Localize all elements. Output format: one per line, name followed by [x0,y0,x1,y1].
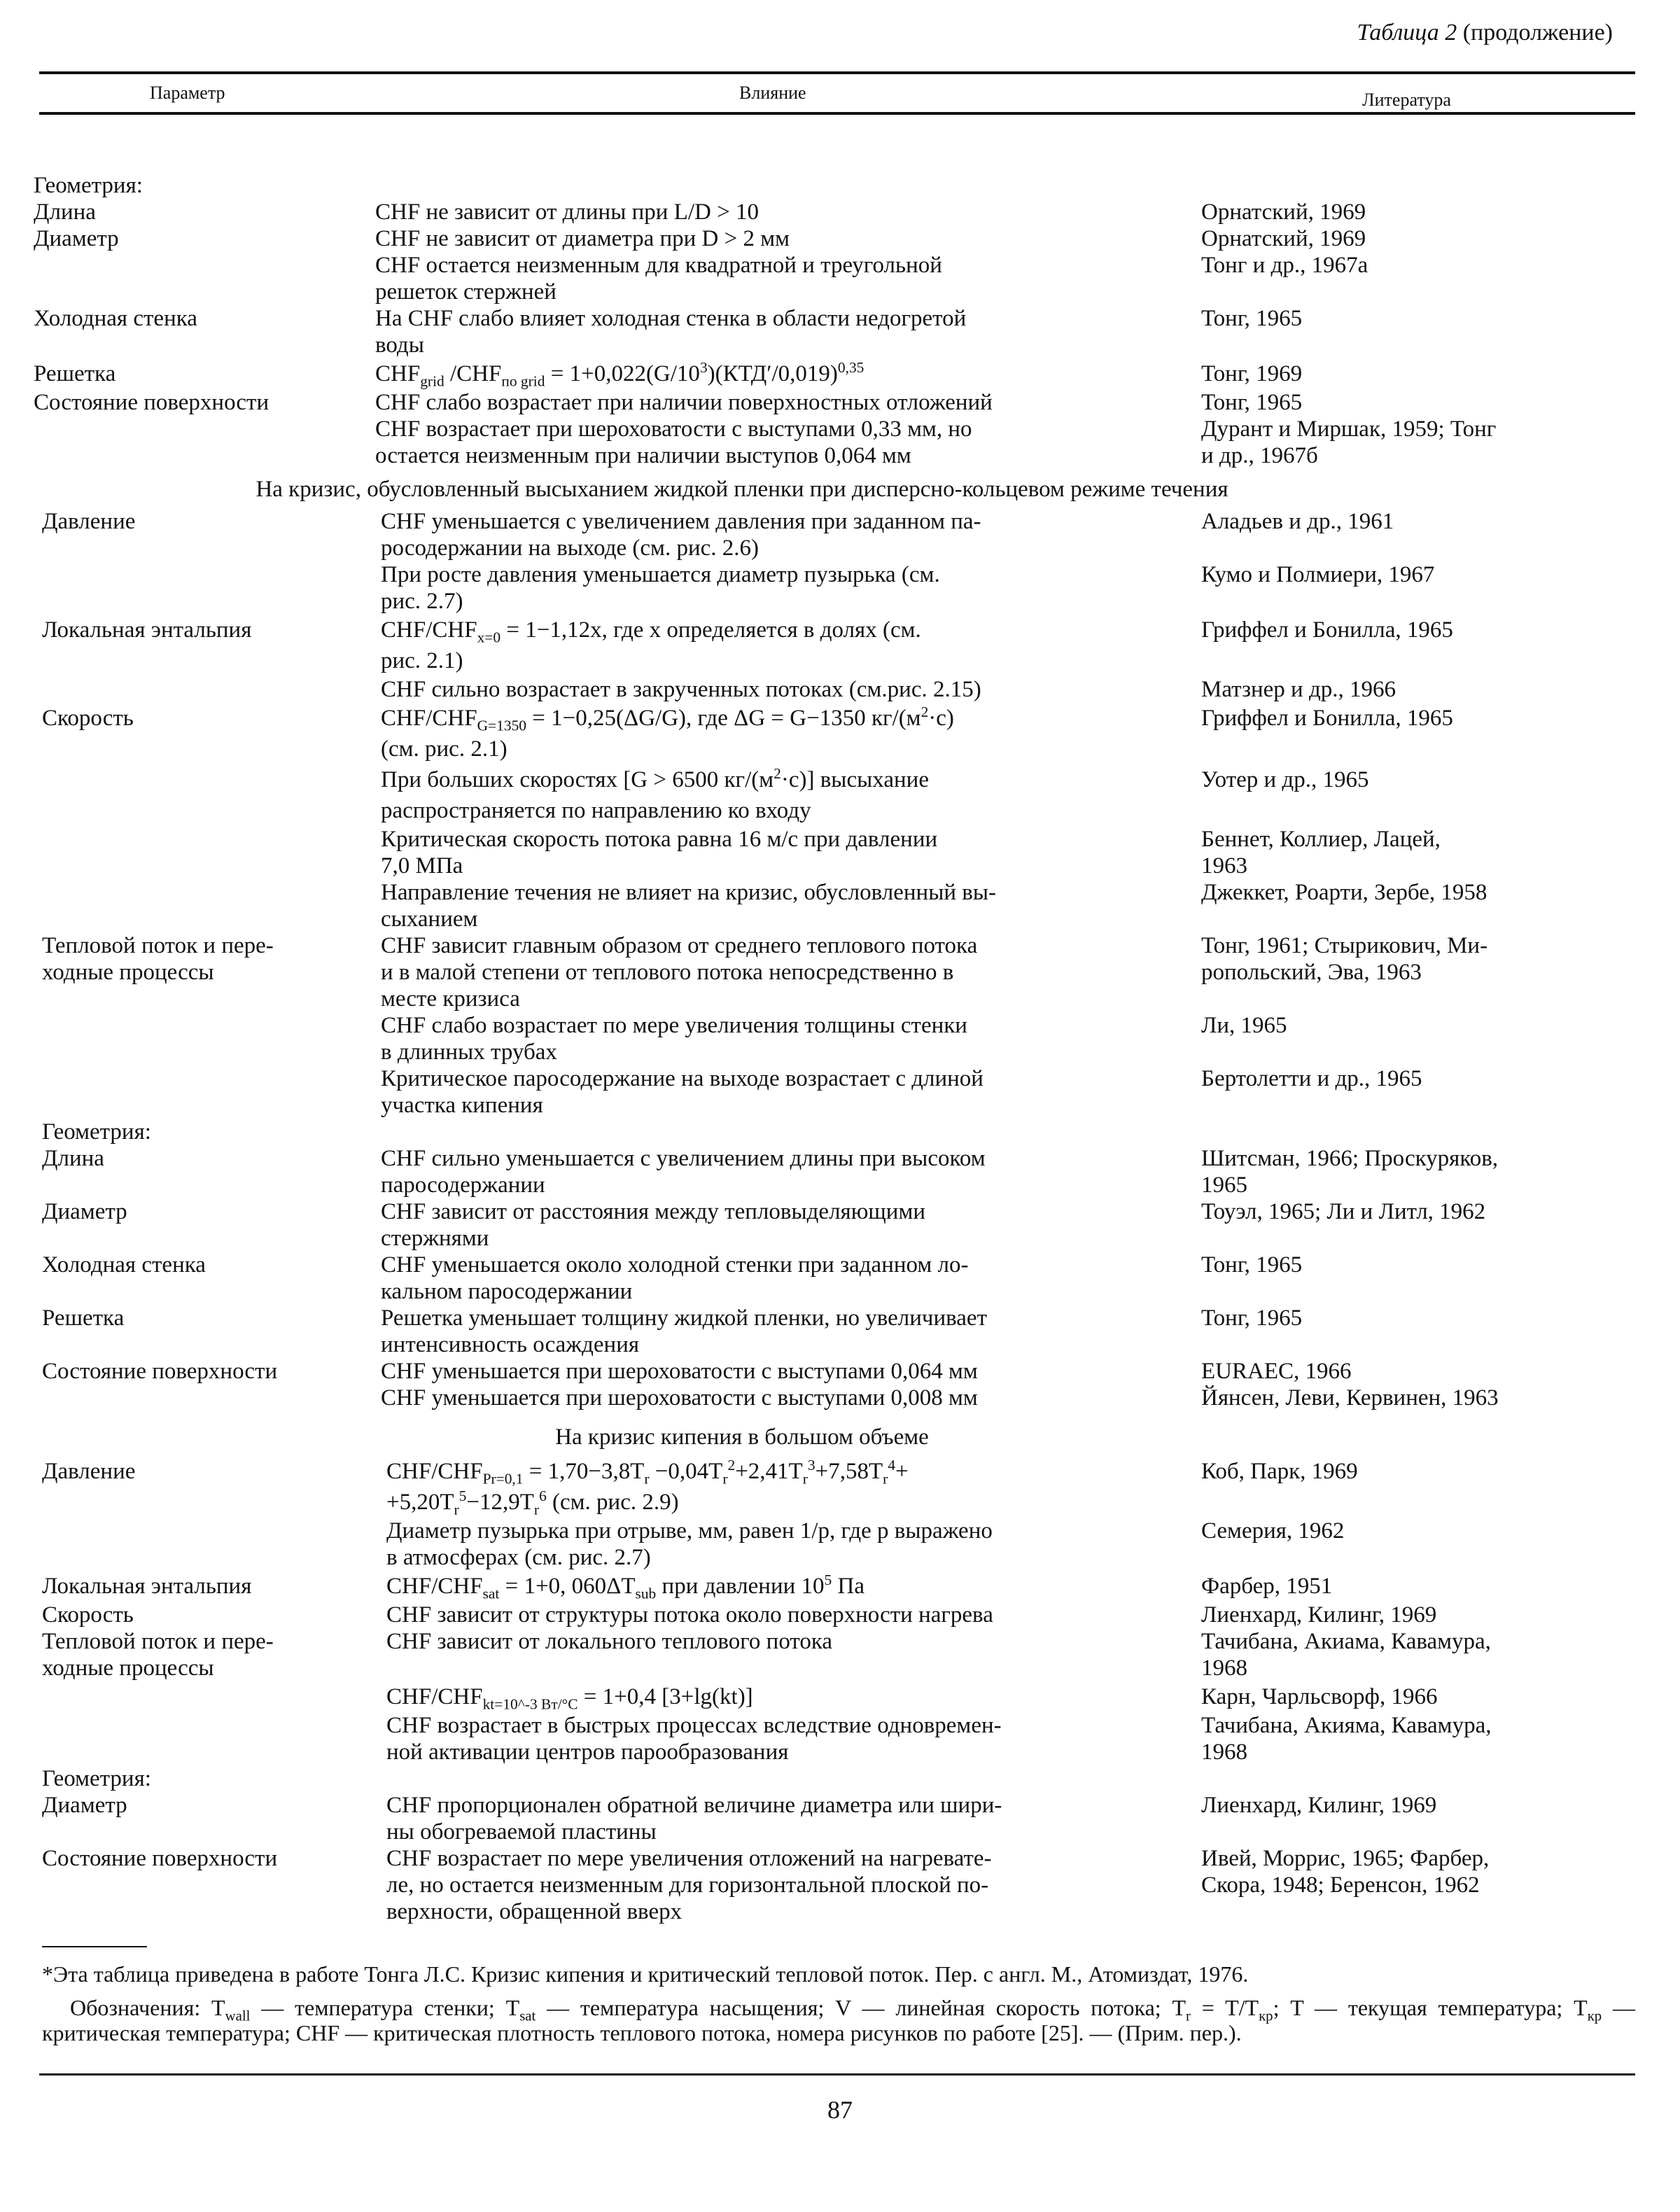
table-row [0,1602,1680,1628]
row-effect: CHF зависит главным образом от среднего теплового потока и в малой степени от теплового потока непосредственно в месте кризиса [381,933,978,1011]
row-effect: Критическое паросодержание на выходе возрастает с длиной участка кипения [381,1066,983,1118]
row-reference: Коб, Парк, 1969 [1201,1459,1358,1484]
row-effect: CHF уменьшается при шероховатости с выступами 0,064 мм [381,1359,978,1384]
table-row [0,252,1680,305]
row-reference: Ивей, Моррис, 1965; Фарбер, Скора, 1948; Беренсон, 1962 [1201,1846,1490,1898]
table-row [0,389,1680,416]
row-reference: Орнатский, 1969 [1201,226,1366,251]
row-effect: На CHF слабо влияет холодная стенка в области недогретой воды [375,306,967,358]
row-effect: Решетка уменьшает толщину жидкой пленки, но увеличивает интенсивность осаждения [381,1306,987,1357]
row-reference: Лиенхард, Килинг, 1969 [1201,1602,1437,1628]
row-reference: Лиенхард, Килинг, 1969 [1201,1793,1437,1818]
row-parameter: Длина [42,1146,104,1171]
row-reference: Тонг, 1961; Стырикович, Ми- ропольский, Эва, 1963 [1201,933,1488,985]
notation-note: Обозначения: $T_{wall}$ — температура стенки; $T_{sat}$ — температура насыщения; V — линейная скорость потока; $T_r = T/T_{кр}$; T — текущая температура; $T_{кр}$ — критическая температура; CHF — критическая плотность теплового потока, номера рисунков по работе [25]. — (Прим. пер.). [42,1995,1636,2045]
row-effect: CHF не зависит от длины при L/D > 10 [375,200,759,225]
table-row [0,416,1680,469]
table-number: Таблица 2 [1357,20,1457,46]
row-reference: Тонг и др., 1967а [1201,253,1368,278]
row-effect: Диаметр пузырька при отрыве, мм, равен 1/p, где p выражено в атмосферах (см. рис. 2.7) [386,1518,993,1570]
row-reference: EURAEC, 1966 [1201,1359,1352,1384]
row-parameter: Тепловой поток и пере- ходные процессы [42,933,274,985]
row-reference: Матзнер и др., 1966 [1201,677,1396,702]
row-parameter: Решетка [34,361,116,386]
table-row [0,1145,1680,1198]
row-parameter: Геометрия: [34,173,143,198]
row-effect: CHF/$CHF_{G=1350} = 1-0,25(\Delta G/G)$, где ΔG = G−1350 $кг/(м^2\cdot с)$ (см. рис. 2.1) [381,704,954,762]
table-row [0,561,1680,615]
row-parameter: Давление [42,509,136,534]
table-section [0,172,1680,469]
row-effect: При росте давления уменьшается диаметр пузырька (см. рис. 2.7) [381,562,940,614]
table-row [0,508,1680,561]
row-reference: Тачибана, Акияма, Кавамура, 1968 [1201,1713,1492,1765]
row-effect: CHF сильно уменьшается с увеличением длины при высоком паросодержании [381,1146,986,1198]
row-parameter: Диаметр [42,1793,127,1818]
table-row [0,826,1680,879]
table-row [0,1518,1680,1571]
row-parameter: Скорость [42,1602,134,1628]
row-parameter: Диаметр [42,1199,127,1224]
row-effect: CHF возрастает при шероховатости с выступами 0,33 мм, но остается неизменным при наличии выступов 0,064 мм [375,416,972,468]
table-row [0,1385,1680,1411]
row-effect: CHF уменьшается около холодной стенки при заданном ло- кальном паросодержании [381,1252,969,1304]
table-row [0,1712,1680,1765]
row-reference: Йянсен, Леви, Кервинен, 1963 [1201,1385,1499,1410]
table-row [0,305,1680,358]
row-parameter: Состояние поверхности [42,1359,278,1384]
row-parameter: Состояние поверхности [42,1846,278,1871]
parameter-table [0,172,1680,1925]
row-reference: Гриффел и Бонилла, 1965 [1201,617,1453,643]
row-effect: CHF/$CHF_{Pr=0,1} = 1,70-3,8T_r -0,04T_r^2+2,41T_r^3+7,58T_r^4+$ $+5,20T_r^5-12,9T_r^6$ (см. рис. 2.9) [386,1457,909,1518]
row-reference: Тонг, 1965 [1201,1306,1303,1331]
row-reference: Джеккет, Роарти, Зербе, 1958 [1201,880,1488,905]
column-header-param: Параметр [150,83,225,103]
table-row [0,676,1680,703]
row-effect: CHF не зависит от диаметра при D > 2 мм [375,226,790,251]
row-effect: CHF/$CHF_{kt=10\^{}-3 Вт/^\circ C} = 1+0,4$ [3+lg(kt)] [386,1684,753,1713]
table-row [0,225,1680,252]
table-row [0,1681,1680,1712]
row-parameter: Геометрия: [42,1766,151,1791]
row-reference: Шитсман, 1966; Проскуряков, 1965 [1201,1146,1499,1198]
row-parameter: Локальная энтальпия [42,1574,252,1599]
table-row [0,1305,1680,1358]
bottom-rule [39,2073,1635,2076]
row-parameter: Геометрия: [42,1119,151,1144]
row-parameter: Состояние поверхности [34,390,270,415]
row-parameter: Тепловой поток и пере- ходные процессы [42,1629,274,1681]
table-row [0,932,1680,1012]
row-effect: Критическая скорость потока равна 16 м/с при давлении 7,0 МПа [381,827,938,878]
row-reference: Аладьев и др., 1961 [1201,509,1394,534]
row-reference: Кумо и Полмиери, 1967 [1201,562,1435,587]
column-header-effect: Влияние [739,83,806,103]
row-effect: $CHF_{grid}$ $/CHF_{по grid} = 1+0,022(G/10^3)(КТД'/0,019)^{0,35}$ [375,359,864,390]
row-effect: CHF остается неизменным для квадратной и треугольной решеток стержней [375,253,942,304]
table-section [0,1424,1680,1925]
row-reference: Дурант и Миршак, 1959; Тонг и др., 1967б [1201,416,1497,468]
row-effect: Направление течения не влияет на кризис, обусловленный вы- сыханием [381,880,997,932]
page-body [0,172,1680,2138]
row-parameter: Холодная стенка [42,1252,206,1278]
row-effect [381,1119,1194,1145]
row-effect: CHF уменьшается с увеличением давления при заданном па- росодержании на выходе (см. рис. 2.6) [381,509,981,561]
row-parameter: Локальная энтальпия [42,617,252,643]
row-parameter: Диаметр [34,226,119,251]
row-effect: При больших скоростях [G > 6500 $кг/(м^2\cdot с)$] высыхание распространяется по направлению ко входу [381,765,929,823]
table-row [0,1792,1680,1845]
table-row [0,199,1680,225]
row-reference: Карн, Чарльсворф, 1966 [1201,1684,1438,1709]
row-reference: Тачибана, Акиама, Кавамура, 1968 [1201,1629,1491,1681]
footnote-rule [42,1946,147,1947]
row-effect: CHF уменьшается при шероховатости с выступами 0,008 мм [381,1385,978,1410]
row-effect [386,1765,1194,1792]
row-reference: Тоуэл, 1965; Ли и Литл, 1962 [1201,1199,1486,1224]
row-reference: Уотер и др., 1965 [1201,767,1369,792]
row-effect: CHF зависит от расстояния между тепловыделяющими стержнями [381,1199,925,1251]
table-row [0,1358,1680,1385]
row-effect: CHF зависит от локального теплового потока [386,1629,833,1654]
row-reference: Тонг, 1965 [1201,1252,1303,1278]
row-reference: Ли, 1965 [1201,1013,1287,1038]
row-effect: CHF возрастает в быстрых процессах вследствие одновремен- ной активации центров парообразования [386,1713,1002,1765]
table-row [0,1252,1680,1305]
row-effect: CHF/$CHF_{x=0} = 1-1,12x$, где x определяется в долях (см. рис. 2.1) [381,617,921,673]
table-caption [1357,20,1613,46]
table-row [0,615,1680,676]
table-row [0,358,1680,389]
row-effect: CHF слабо возрастает при наличии поверхностных отложений [375,390,993,415]
top-rule [39,71,1635,74]
row-reference: Тонг, 1965 [1201,306,1303,331]
table-row [0,764,1680,826]
column-header-lit: Литература [1362,90,1451,110]
table-row [0,1198,1680,1252]
row-parameter: Длина [34,200,96,225]
row-parameter: Решетка [42,1306,125,1331]
table-row [0,1012,1680,1065]
row-reference: Тонг, 1969 [1201,361,1303,386]
table-section [0,476,1680,1411]
page-number: 87 [827,2096,853,2124]
continuation-label: (продолжение) [1462,20,1613,46]
footnote: *Эта таблица приведена в работе Тонга Л.С. Кризис кипения и критический тепловой поток. Пер. с англ. М., Атомиздат, 1976. [42,1961,1249,1987]
row-effect: CHF пропорционален обратной величине диаметра или шири- ны обогреваемой пластины [386,1793,1002,1844]
row-parameter: Скорость [42,706,134,731]
table-row [0,1065,1680,1119]
row-effect: CHF слабо возрастает по мере увеличения толщины стенки в длинных трубах [381,1013,967,1065]
table-row [0,1456,1680,1518]
table-row [0,1571,1680,1602]
row-reference: Семерия, 1962 [1201,1518,1345,1544]
row-reference: Тонг, 1965 [1201,390,1303,415]
row-effect: CHF сильно возрастает в закрученных потоках (см.рис. 2.15) [381,677,981,702]
row-effect: CHF/$CHF_{sat} = 1+0$, $060\Delta T_{sub}$ при давлении $10^5$ Па [386,1572,864,1602]
table-row [0,879,1680,932]
row-reference: Бертолетти и др., 1965 [1201,1066,1422,1091]
table-row [0,1119,1680,1145]
row-reference: Гриффел и Бонилла, 1965 [1201,706,1453,731]
table-row [0,703,1680,764]
row-effect [375,172,1194,199]
table-row [0,1628,1680,1681]
table-row [0,1845,1680,1925]
table-row [0,1765,1680,1792]
row-effect: CHF зависит от структуры потока около поверхности нагрева [386,1602,993,1628]
row-reference: Беннет, Коллиер, Лацей, 1963 [1201,827,1441,878]
table-row [0,172,1680,199]
row-parameter: Холодная стенка [34,306,197,331]
section-heading: На кризис, обусловленный высыханием жидкой пленки при дисперсно-кольцевом режиме течения [255,477,1228,502]
row-reference: Орнатский, 1969 [1201,200,1366,225]
row-effect: CHF возрастает по мере увеличения отложений на нагревате- ле, но остается неизменным для горизонтальной плоской по- верхности, обращенной вверх [386,1846,992,1924]
row-reference: Фарбер, 1951 [1201,1574,1333,1599]
row-parameter: Давление [42,1459,136,1484]
header-rule [39,112,1635,115]
section-heading: На кризис кипения в большом объеме [555,1424,929,1450]
